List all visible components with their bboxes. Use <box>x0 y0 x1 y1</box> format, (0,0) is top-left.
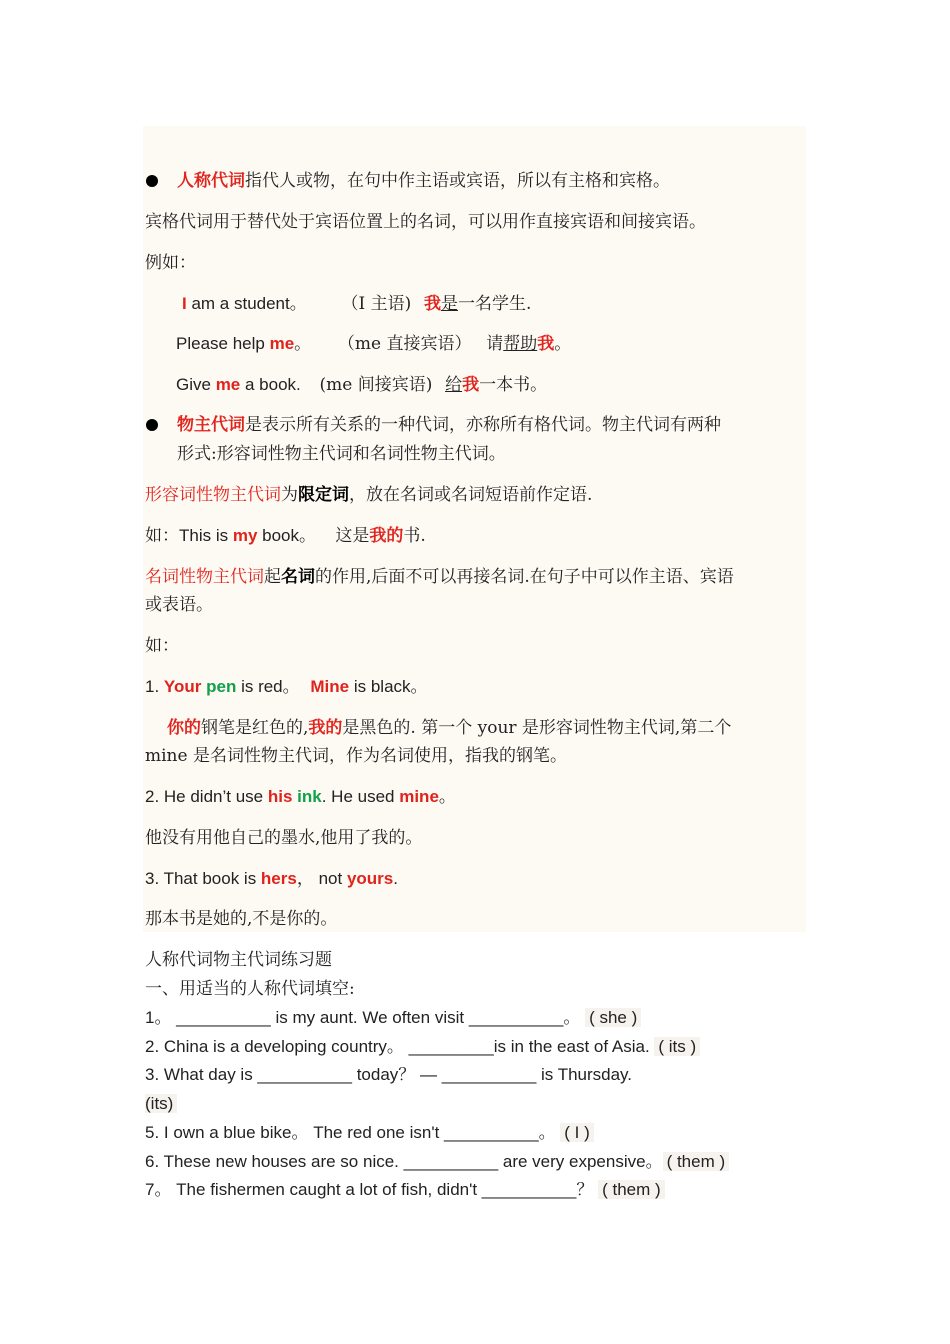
question-3: 3. What day is __________ today？ — __________ is Thursday. <box>145 1065 633 1084</box>
noun-possessive-desc-cont: 或表语。 <box>145 595 213 615</box>
example-label: 例如： <box>145 253 196 273</box>
question-6: 6. These new houses are so nice. __________ are very expensive。 ( them ) <box>145 1151 729 1173</box>
question-3-hint: (its) <box>145 1093 177 1115</box>
personal-pronoun-definition: 人称代词指代人或物，在句中作主语或宾语，所以有主格和宾格。 <box>177 171 670 191</box>
bullet-icon <box>146 419 158 431</box>
exercise-title: 人称代词物主代词练习题 <box>145 950 332 970</box>
example-label-2: 如： <box>145 636 179 656</box>
question-2: 2. China is a developing country。 _________is in the east of Asia. ( its ) <box>145 1036 700 1058</box>
example-2: Please help me。 （me 直接宾语） 请帮助我。 <box>176 334 572 354</box>
bullet-icon <box>146 175 158 187</box>
example-3-translation: 那本书是她的,不是你的。 <box>145 909 338 929</box>
object-pronoun-desc: 宾格代词用于替代处于宾语位置上的名词，可以用作直接宾语和间接宾语。 <box>145 212 706 232</box>
possessive-pronoun-definition: 物主代词是表示所有关系的一种代词，亦称所有格代词。物主代词有两种 <box>177 415 721 435</box>
term-personal-pronoun: 人称代词 <box>177 171 245 190</box>
question-5: 5. I own a blue bike。 The red one isn't __________。 ( I ) <box>145 1122 594 1144</box>
example-sentence-1: 1. Your pen is red。 Mine is black。 <box>145 677 428 696</box>
example-sentence-2: 2. He didn’t use his ink. He used mine。 <box>145 787 456 806</box>
adjective-example: 如：This is my book。 这是我的书. <box>145 526 426 546</box>
example-2-translation: 他没有用他自己的墨水,他用了我的。 <box>145 828 423 848</box>
example-3: Give me a book. (me 间接宾语) 给我一本书。 <box>176 375 548 395</box>
noun-possessive-desc: 名词性物主代词起名词的作用,后面不可以再接名词.在句子中可以作主语、宾语 <box>145 567 734 587</box>
question-7: 7。 The fishermen caught a lot of fish, didn't __________？ ( them ) <box>145 1179 665 1201</box>
example-sentence-3: 3. That book is hers， not yours. <box>145 869 398 888</box>
example-1-explanation: mine 是名词性物主代词，作为名词使用，指我的钢笔。 <box>145 746 567 766</box>
question-1: 1。 __________ is my aunt. We often visit __________。 ( she ) <box>145 1007 641 1029</box>
possessive-forms: 形式:形容词性物主代词和名词性物主代词。 <box>177 444 506 464</box>
adjective-possessive-desc: 形容词性物主代词为限定词，放在名词或名词短语前作定语. <box>145 485 593 505</box>
exercise-instruction: 一、用适当的人称代词填空: <box>145 979 355 999</box>
example-1: I am a student。 （I 主语) 我是一名学生. <box>182 294 532 314</box>
example-1-translation: 你的钢笔是红色的,我的是黑色的. 第一个 your 是形容词性物主代词,第二个 <box>167 718 732 738</box>
